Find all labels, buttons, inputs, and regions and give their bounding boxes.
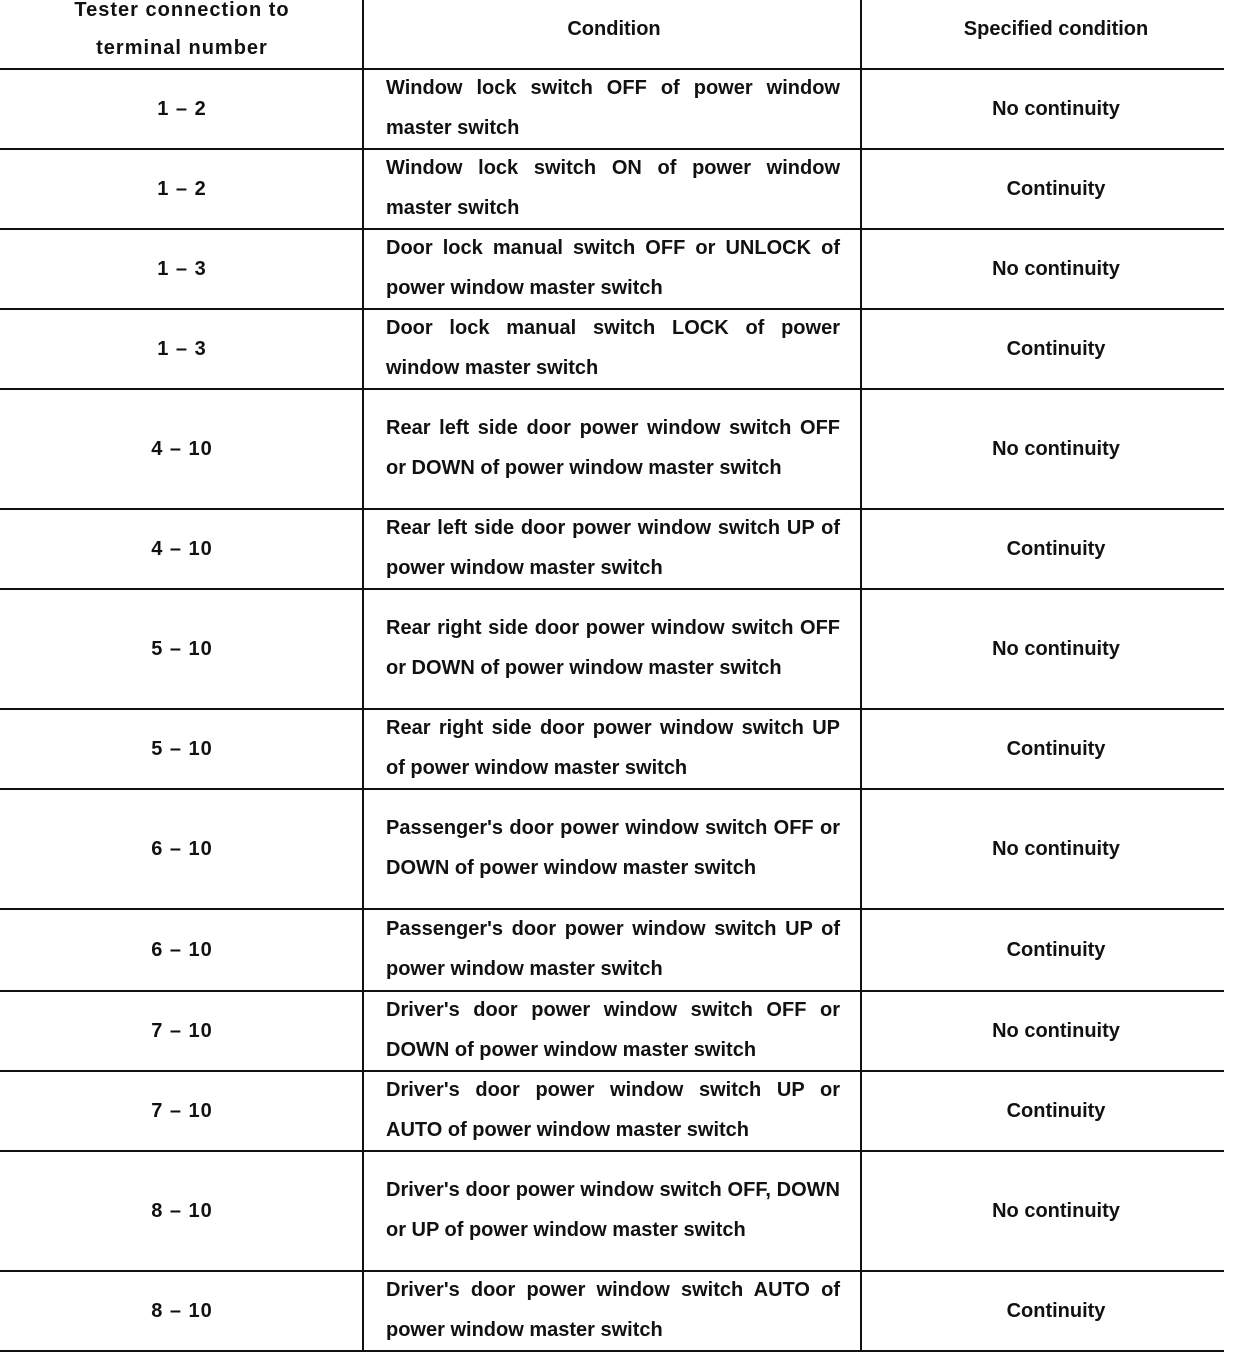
condition-cell [366,1270,862,1350]
condition-text: Door lock manual switch LOCK of power window master switch [386,317,840,379]
specified-cell [864,510,1248,588]
specified-value: Continuity [1006,738,1106,760]
specified-cell [864,992,1248,1070]
header-specified [864,0,1248,58]
condition-text: Window lock switch OFF of power window master switch [386,77,840,139]
condition-text: Driver's door power window switch AUTO of power window master switch [386,1279,840,1341]
specified-cell [864,790,1248,908]
header-condition [366,0,862,58]
specified-cell [864,1272,1248,1350]
specified-cell [864,910,1248,990]
specified-value: No continuity [992,98,1120,120]
terminal-cell [0,230,364,308]
condition-cell [366,388,862,508]
terminal-value: 1 – 2 [157,178,207,200]
condition-cell [366,990,862,1070]
terminal-value: 1 – 3 [157,338,207,360]
condition-text: Rear left side door power window switch UP of power window master switch [386,517,840,579]
specified-cell [864,590,1248,708]
condition-text: Rear left side door power window switch OFF or DOWN of power window master switch [386,417,840,479]
specified-value: No continuity [992,838,1120,860]
terminal-cell [0,1072,364,1150]
specified-value: Continuity [1006,1100,1106,1122]
condition-text: Passenger's door power window switch OFF or DOWN of power window master switch [386,817,840,879]
specified-cell [864,70,1248,148]
condition-cell [366,1150,862,1270]
terminal-value: 8 – 10 [151,1300,213,1322]
condition-text: Rear right side door power window switch OFF or DOWN of power window master switch [386,617,840,679]
terminal-value: 4 – 10 [151,538,213,560]
terminal-cell [0,1152,364,1270]
header-terminal [0,0,364,70]
condition-text: Passenger's door power window switch UP of power window master switch [386,918,840,980]
terminal-cell [0,710,364,788]
terminal-cell [0,70,364,148]
terminal-cell [0,790,364,908]
condition-text: Rear right side door power window switch UP of power window master switch [386,717,840,779]
terminal-cell [0,150,364,228]
condition-cell [366,508,862,588]
condition-cell [366,148,862,228]
condition-text: Door lock manual switch OFF or UNLOCK of power window master switch [386,237,840,299]
terminal-cell [0,310,364,388]
specified-value: Continuity [1006,1300,1106,1322]
terminal-cell [0,590,364,708]
condition-cell [366,1070,862,1150]
specified-value: No continuity [992,1200,1120,1222]
terminal-cell [0,510,364,588]
specified-value: No continuity [992,438,1120,460]
condition-cell [366,908,862,990]
terminal-value: 7 – 10 [151,1020,213,1042]
specified-value: Continuity [1006,939,1106,961]
specified-cell [864,1152,1248,1270]
header-condition-label: Condition [567,18,661,40]
specified-cell [864,310,1248,388]
terminal-cell [0,910,364,990]
condition-cell [366,788,862,908]
header-terminal-label: Tester connection to terminal number [74,0,290,59]
specified-cell [864,150,1248,228]
terminal-value: 4 – 10 [151,438,213,460]
terminal-value: 1 – 2 [157,98,207,120]
terminal-value: 5 – 10 [151,738,213,760]
terminal-cell [0,390,364,508]
specified-value: No continuity [992,638,1120,660]
condition-text: Driver's door power window switch OFF or DOWN of power window master switch [386,999,840,1061]
condition-text: Window lock switch ON of power window master switch [386,157,840,219]
condition-cell [366,308,862,388]
specified-value: No continuity [992,258,1120,280]
terminal-cell [0,1272,364,1350]
terminal-value: 8 – 10 [151,1200,213,1222]
condition-text: Driver's door power window switch OFF, DOWN or UP of power window master switch [386,1179,840,1241]
specified-cell [864,230,1248,308]
specified-cell [864,390,1248,508]
condition-cell [366,588,862,708]
specified-cell [864,710,1248,788]
header-specified-label: Specified condition [963,18,1149,40]
specified-cell [864,1072,1248,1150]
terminal-value: 5 – 10 [151,638,213,660]
specified-value: No continuity [992,1020,1120,1042]
terminal-cell [0,992,364,1070]
terminal-value: 6 – 10 [151,939,213,961]
specified-value: Continuity [1006,178,1106,200]
terminal-value: 1 – 3 [157,258,207,280]
condition-cell [366,228,862,308]
specified-value: Continuity [1006,538,1106,560]
condition-cell [366,708,862,788]
specified-value: Continuity [1006,338,1106,360]
condition-text: Driver's door power window switch UP or AUTO of power window master switch [386,1079,840,1141]
terminal-value: 7 – 10 [151,1100,213,1122]
condition-cell [366,68,862,148]
terminal-value: 6 – 10 [151,838,213,860]
